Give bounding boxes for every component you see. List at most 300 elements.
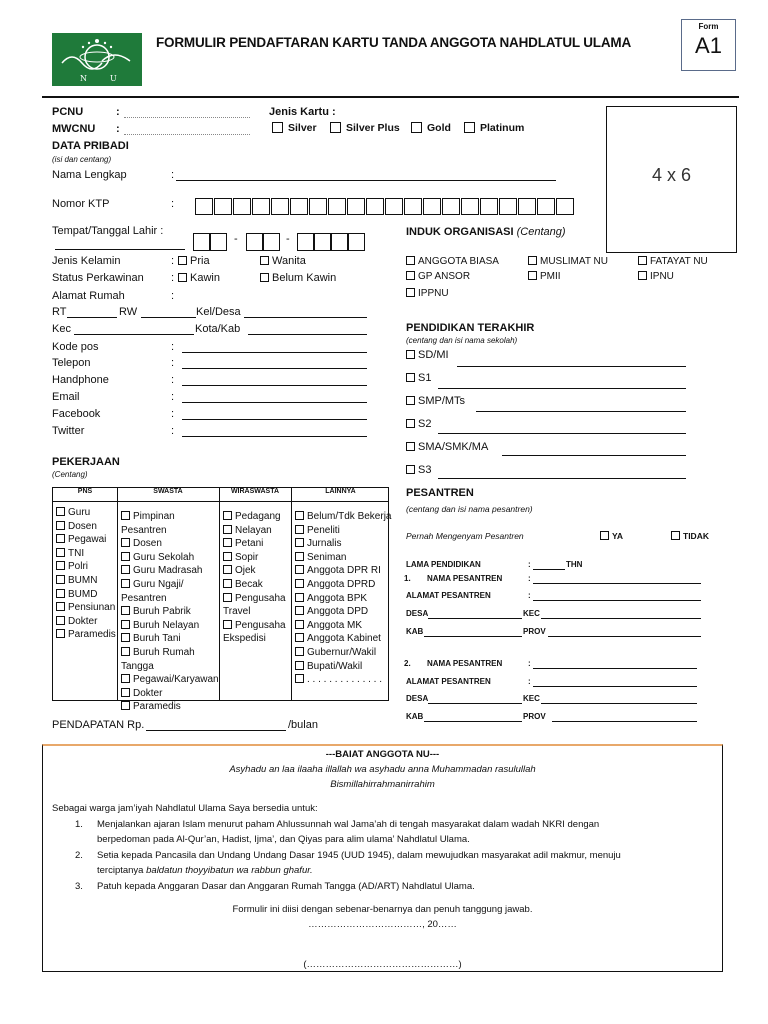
pekerjaan-option-label: Pegawai [68,534,107,546]
wanita-label: Wanita [272,255,306,267]
checkbox[interactable] [121,674,130,683]
nama-label: Nama Lengkap [52,169,127,181]
induk-ipnu[interactable] [638,271,674,282]
silver-checkbox[interactable] [272,122,283,133]
checkbox[interactable] [406,288,415,297]
wiraswasta-list [223,510,286,646]
col-header-swasta: SWASTA [153,488,183,495]
checkbox[interactable] [121,620,130,629]
checkbox[interactable] [56,548,65,557]
pekerjaan-option-label: Anggota DPR RI [307,565,381,577]
desa1-label: DESA [406,609,429,618]
gold-checkbox[interactable] [411,122,422,133]
baiat-item-1-cont: berpedoman pada Al-Qur’an, Hadist, Ijma’, dan Qiyas para alim ulama’ Nahdlatul Ulama. [97,834,470,845]
pekerjaan-option[interactable] [223,619,286,633]
pekerjaan-option[interactable] [121,673,219,687]
checkbox[interactable] [121,647,130,656]
nu-logo [52,33,142,86]
alamat-pesantren1-field[interactable] [533,600,701,601]
pekerjaan-table [52,487,392,713]
induk-gp-ansor[interactable] [406,271,470,282]
baiat-number: 3. [75,881,83,892]
pekerjaan-option[interactable] [56,520,116,534]
facebook-colon: : [171,408,175,420]
s3-field[interactable] [438,478,686,479]
induk-item-label: IPNU [650,271,674,282]
checkbox[interactable] [406,373,415,382]
pekerjaan-option-label: TNI [68,547,85,559]
date-separator: - [286,233,290,245]
checkbox[interactable] [223,620,232,629]
pekerjaan-option-label: Polri [68,561,89,573]
baiat-item-3: Patuh kepada Anggaran Dasar dan Anggaran Rumah Tangga (AD/ART) Nahdlatul Ulama. [97,881,475,892]
baiat-item-2: Setia kepada Pancasila dan Undang Undang Dasar 1945 (UUD 1945), dalam mewujudkan masyarakat adil makmur, menuju [97,850,621,861]
form-label: Form [698,22,719,31]
silver-plus-checkbox[interactable] [330,122,341,133]
pekerjaan-heading: PEKERJAAN [52,456,120,468]
pekerjaan-option[interactable] [223,537,286,551]
checkbox[interactable] [223,552,232,561]
pekerjaan-option[interactable] [295,619,391,633]
pekerjaan-option[interactable] [295,524,391,538]
kotakab-field[interactable] [248,334,367,335]
date-field[interactable]: ………………………………, 20…… [308,919,457,930]
checkbox[interactable] [295,579,304,588]
pekerjaan-option[interactable] [56,601,116,615]
pekerjaan-option-label: Dosen [68,520,97,532]
ya-option[interactable] [600,531,623,541]
checkbox[interactable] [121,606,130,615]
pekerjaan-option[interactable] [56,574,116,588]
rt-field[interactable] [67,317,117,318]
checkbox[interactable] [295,565,304,574]
checkbox[interactable] [223,579,232,588]
kartu-option-silver-plus[interactable] [330,122,400,134]
prov1-label: PROV [523,627,546,636]
pekerjaan-option[interactable] [223,564,286,578]
s2-field[interactable] [438,433,686,434]
pekerjaan-option[interactable] [121,578,219,592]
pekerjaan-option-label: Buruh Rumah [133,646,195,658]
induk-muslimat[interactable] [528,256,608,267]
checkbox[interactable] [56,575,65,584]
pekerjaan-option-label: Guru [68,507,91,518]
silver-label: Silver [288,122,317,134]
induk-ippnu[interactable] [406,288,449,299]
pekerjaan-option-label: Becak [235,578,263,590]
tidak-checkbox[interactable] [671,531,680,540]
signature-field[interactable]: (…………………………………………) [303,959,462,970]
ktp-label: Nomor KTP [52,198,110,210]
checkbox[interactable] [121,633,130,642]
induk-title: INDUK ORGANISASI [406,226,514,238]
checkbox[interactable] [295,538,304,547]
checkbox[interactable] [638,271,647,280]
form-code: A1 [695,33,722,58]
data-pribadi-heading: DATA PRIBADI [52,140,129,152]
mwcnu-colon: : [116,123,120,135]
belum-kawin-option[interactable] [260,272,336,284]
pekerjaan-option[interactable] [295,605,391,619]
induk-item-label: ANGGOTA BIASA [418,256,499,267]
checkbox[interactable] [223,538,232,547]
kartu-option-silver[interactable] [272,122,317,134]
checkbox[interactable] [295,633,304,642]
pekerjaan-option[interactable] [121,537,219,551]
pekerjaan-option-label: Belum/Tdk Bekerja [307,511,392,522]
pendidikan-sd[interactable] [406,349,449,361]
kawin-option[interactable] [178,272,220,284]
pesantren2-number: 2. [404,659,411,668]
mwcnu-label: MWCNU [52,123,96,135]
induk-item-label: GP ANSOR [418,271,471,282]
pekerjaan-option[interactable] [121,700,219,714]
nama-pesantren1-field[interactable] [533,583,701,584]
nama-field[interactable] [176,180,556,181]
kodepos-field[interactable] [182,352,367,353]
nama-pesantren2-field[interactable] [533,668,697,669]
induk-note: (Centang) [516,226,566,238]
pcnu-field[interactable] [124,117,250,118]
pekerjaan-option[interactable] [121,646,219,660]
pekerjaan-option[interactable] [223,524,286,538]
checkbox[interactable] [56,507,65,516]
pekerjaan-option[interactable] [295,592,391,606]
checkbox[interactable] [56,561,65,570]
checkbox[interactable] [223,511,232,520]
pns-list [56,506,116,642]
pekerjaan-option-label: Buruh Nelayan [133,619,200,631]
checkbox[interactable] [406,350,415,359]
pendidikan-s1[interactable] [406,372,431,384]
pekerjaan-option-label: Pensiunan [68,602,116,614]
induk-item-label: MUSLIMAT NU [540,256,608,267]
pekerjaan-option-label: Guru Sekolah [133,551,195,563]
kawin-checkbox[interactable] [178,273,187,282]
pekerjaan-option-label: Dokter [68,615,98,627]
pekerjaan-option[interactable] [121,687,219,701]
s1-field[interactable] [438,388,686,389]
checkbox[interactable] [406,396,415,405]
pesantren-heading: PESANTREN [406,487,474,499]
checkbox[interactable] [223,525,232,534]
telepon-field[interactable] [182,368,367,369]
pekerjaan-option[interactable] [56,628,116,642]
mwcnu-field[interactable] [124,134,250,135]
pekerjaan-option[interactable] [295,646,391,660]
pekerjaan-option[interactable] [56,533,116,547]
tidak-label: TIDAK [683,531,709,541]
checkbox[interactable] [121,688,130,697]
jk-label: Jenis Kelamin [52,255,121,267]
pekerjaan-option[interactable] [223,551,286,565]
induk-item-label: IPPNU [418,288,449,299]
pekerjaan-option-label: Guru Ngaji/ [133,578,184,590]
prov1-field[interactable] [548,636,701,637]
baiat-item-2-cont [97,865,313,876]
prov2-field[interactable] [552,721,697,722]
desa1-field[interactable] [428,618,522,619]
pekerjaan-option[interactable] [56,506,116,520]
pria-checkbox[interactable] [178,256,187,265]
belum-kawin-label: Belum Kawin [272,272,337,284]
pekerjaan-option-label: BUMN [68,574,98,586]
pekerjaan-option [223,605,286,619]
checkbox[interactable] [406,256,415,265]
pendidikan-s3[interactable] [406,464,431,476]
checkbox[interactable] [295,674,304,683]
hp-colon: : [171,374,175,386]
keldesa-field[interactable] [244,317,367,318]
pekerjaan-option-label: Paramedis [68,629,116,641]
pekerjaan-option-label: Nelayan [235,524,272,536]
pekerjaan-option[interactable] [295,673,391,687]
checkbox[interactable] [295,525,304,534]
pekerjaan-option-label: Seniman [307,551,347,563]
checkbox[interactable] [56,616,65,625]
sma-field[interactable] [502,455,686,456]
alamat-pesantren1-label: ALAMAT PESANTREN [406,591,491,600]
baiat-number: 1. [75,819,83,830]
kab2-label: KAB [406,712,424,721]
form-code-box [681,19,736,71]
alamat-pesantren2-field[interactable] [533,686,697,687]
form-title: FORMULIR PENDAFTARAN KARTU TANDA ANGGOTA NAHDLATUL ULAMA [156,35,631,50]
checkbox[interactable] [295,511,304,520]
pekerjaan-option[interactable] [295,632,391,646]
checkbox[interactable] [406,465,415,474]
pria-option[interactable] [178,255,210,267]
checkbox[interactable] [406,419,415,428]
kab1-field[interactable] [424,636,522,637]
pekerjaan-option-label: Paramedis [133,701,181,713]
pekerjaan-option[interactable] [121,510,219,524]
checkbox[interactable] [406,271,415,280]
pendidikan-s2[interactable] [406,418,431,430]
hp-label: Handphone [52,374,109,386]
kab1-label: KAB [406,627,424,636]
checkbox[interactable] [56,521,65,530]
pekerjaan-option-label: Gubernur/Wakil [307,646,377,658]
baiat-syahadat: Asyhadu an laa ilaaha illallah wa asyhadu anna Muhammadan rasulullah [229,764,536,775]
checkbox[interactable] [121,565,130,574]
platinum-checkbox[interactable] [464,122,475,133]
checkbox[interactable] [295,661,304,670]
sd-field[interactable] [457,366,686,367]
twitter-label: Twitter [52,425,85,437]
checkbox[interactable] [528,256,537,265]
swasta-list [121,510,219,714]
pekerjaan-option[interactable] [56,547,116,561]
checkbox[interactable] [56,534,65,543]
kotakab-label: Kota/Kab [195,323,241,335]
svg-text:U: U [110,74,117,83]
pekerjaan-option[interactable] [223,578,286,592]
kec-label: Kec [52,323,71,335]
email-field[interactable] [182,402,367,403]
baiat-item-1: Menjalankan ajaran Islam menurut paham Ahlussunnah wal Jama’ah di tengah masyarakat dalam wadah NKRI dengan [97,819,600,830]
induk-anggota-biasa[interactable] [406,256,499,267]
desa2-field[interactable] [428,703,522,704]
pekerjaan-option-label: Pedagang [235,511,281,522]
belum-kawin-checkbox[interactable] [260,273,269,282]
nama-colon: : [171,169,175,181]
pekerjaan-option[interactable] [295,578,391,592]
twitter-field[interactable] [182,436,367,437]
pendidikan-label: SD/MI [418,349,449,361]
pendidikan-heading: PENDIDIKAN TERAKHIR [406,322,535,334]
kartu-option-gold[interactable] [411,122,451,134]
induk-item-label: PMII [540,271,561,282]
lama-colon: : [528,560,531,569]
pekerjaan-option[interactable] [121,619,219,633]
checkbox[interactable] [121,701,130,710]
pekerjaan-option [223,632,286,646]
bulan-label: /bulan [288,719,318,731]
kec2-field[interactable] [541,703,697,704]
telepon-colon: : [171,357,175,369]
gold-label: Gold [427,122,451,134]
kodepos-label: Kode pos [52,341,99,353]
pendidikan-note: (centang dan isi nama sekolah) [406,336,518,345]
kab2-field[interactable] [424,721,522,722]
checkbox[interactable] [223,593,232,602]
pcnu-label: PCNU [52,106,84,118]
checkbox[interactable] [295,593,304,602]
wanita-option[interactable] [260,255,306,267]
pekerjaan-option[interactable] [56,615,116,629]
checkbox[interactable] [56,589,65,598]
pekerjaan-option[interactable] [295,564,391,578]
pekerjaan-note: (Centang) [52,470,88,479]
pekerjaan-option [121,592,219,606]
ktp-colon: : [171,198,175,210]
pekerjaan-option[interactable] [121,632,219,646]
checkbox[interactable] [406,442,415,451]
email-label: Email [52,391,80,403]
pekerjaan-option-label: Pesantren [121,592,167,604]
baiat-closing: Formulir ini diisi dengan sebenar-benarnya dan penuh tanggung jawab. [232,904,533,915]
col-header-wiraswasta: WIRASWASTA [230,488,280,495]
nama-pesantren2-label: NAMA PESANTREN [427,659,503,668]
pekerjaan-option[interactable] [295,537,391,551]
thn-label: THN [566,560,583,569]
kec2-label: KEC [523,694,540,703]
pekerjaan-option-label: Buruh Pabrik [133,606,191,618]
checkbox[interactable] [295,552,304,561]
pekerjaan-option-label: Anggota MK [307,619,363,631]
ttl-label: Tempat/Tanggal Lahir : [52,225,164,237]
nama-pesantren1-colon: : [528,574,531,583]
induk-fatayat[interactable] [638,256,708,267]
tidak-option[interactable] [671,531,709,541]
pekerjaan-option-label: Ojek [235,565,256,577]
checkbox[interactable] [56,629,65,638]
induk-heading [406,226,566,238]
pendapatan-field[interactable] [146,730,286,731]
tempat-lahir-field[interactable] [55,249,185,250]
pekerjaan-option[interactable] [56,588,116,602]
rw-field[interactable] [141,317,196,318]
kec1-field[interactable] [541,618,701,619]
pekerjaan-option [121,660,219,674]
kodepos-colon: : [171,341,175,353]
checkbox[interactable] [121,511,130,520]
desa2-label: DESA [406,694,429,703]
header-divider [42,96,739,98]
col-header-pns: PNS [77,488,93,495]
checkbox[interactable] [121,538,130,547]
ya-checkbox[interactable] [600,531,609,540]
pekerjaan-option[interactable] [121,564,219,578]
alamat-pesantren2-label: ALAMAT PESANTREN [406,677,491,686]
checkbox[interactable] [295,606,304,615]
kec-field[interactable] [74,334,194,335]
induk-item-label: FATAYAT NU [650,256,708,267]
pekerjaan-option-label: . . . . . . . . . . . . . . [307,674,383,686]
ya-label: YA [612,531,624,541]
pekerjaan-option[interactable] [295,510,391,524]
alamat-label: Alamat Rumah [52,290,125,302]
alamat-colon: : [171,290,175,302]
pekerjaan-option[interactable] [223,510,286,524]
pendidikan-label: S1 [418,372,432,384]
pekerjaan-option-label: Anggota BPK [307,592,368,604]
checkbox[interactable] [56,602,65,611]
pekerjaan-option-label: Ekspedisi [223,633,266,645]
nahdlatul-ulama-logo [52,33,142,86]
kartu-option-platinum[interactable] [464,122,524,134]
pekerjaan-option[interactable] [295,660,391,674]
baiat-basmalah: Bismillahirrahmanirrahim [330,779,435,790]
pcnu-colon: : [116,106,120,118]
pekerjaan-option-label: Dosen [133,538,162,550]
checkbox[interactable] [638,256,647,265]
pekerjaan-option-label: Dokter [133,687,163,699]
pria-label: Pria [190,255,210,267]
pendidikan-smp[interactable] [406,395,465,407]
checkbox[interactable] [121,552,130,561]
platinum-label: Platinum [480,122,525,134]
pekerjaan-option-label: BUMD [68,588,98,600]
pekerjaan-option[interactable] [223,592,286,606]
pendidikan-sma[interactable] [406,441,488,453]
pekerjaan-option-label: Tangga [121,660,154,672]
twitter-colon: : [171,425,175,437]
wanita-checkbox[interactable] [260,256,269,265]
pekerjaan-option[interactable] [121,605,219,619]
checkbox[interactable] [121,579,130,588]
pekerjaan-option[interactable] [121,551,219,565]
hp-field[interactable] [182,385,367,386]
pekerjaan-option-label: Pimpinan [133,511,175,522]
pekerjaan-option[interactable] [56,560,116,574]
pendapatan-label: PENDAPATAN Rp. [52,719,145,731]
facebook-field[interactable] [182,419,367,420]
checkbox[interactable] [223,565,232,574]
lama-field[interactable] [533,569,565,570]
induk-pmii[interactable] [528,271,561,282]
rw-label: RW [119,306,138,318]
pekerjaan-option[interactable] [295,551,391,565]
jenis-kartu-label: Jenis Kartu : [269,106,336,118]
checkbox[interactable] [528,271,537,280]
nama-pesantren1-label: NAMA PESANTREN [427,574,503,583]
pekerjaan-option-label: Anggota Kabinet [307,633,381,645]
checkbox[interactable] [295,620,304,629]
smp-field[interactable] [476,411,686,412]
checkbox[interactable] [295,647,304,656]
